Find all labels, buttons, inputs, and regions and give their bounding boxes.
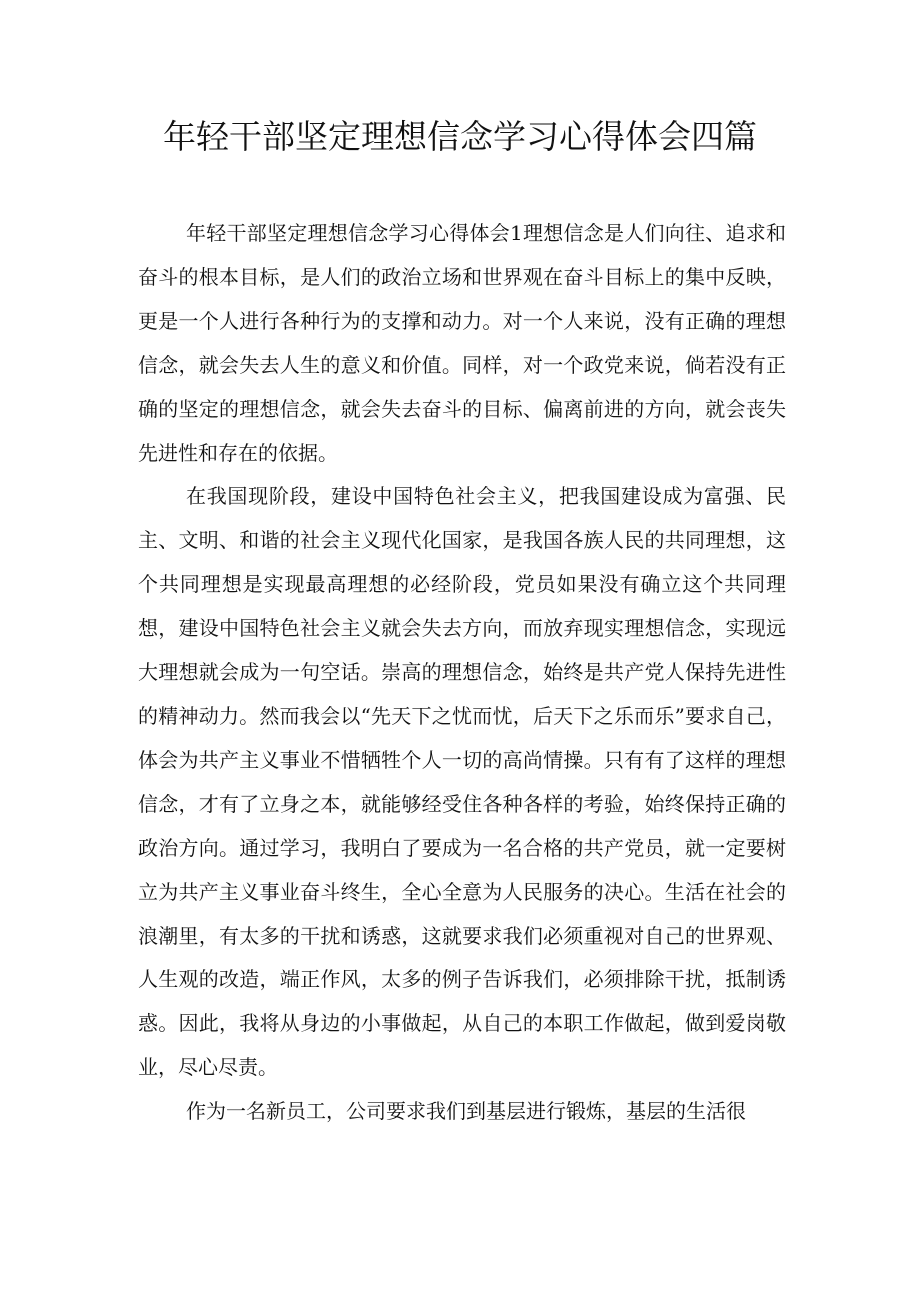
paragraph-3: 作为一名新员工，公司要求我们到基层进行锻炼，基层的生活很 [186,1099,746,1124]
document-title: 年轻干部坚定理想信念学习心得体会四篇 [163,117,757,156]
paragraph-2: 在我国现阶段，建设中国特色社会主义，把我国建设成为富强、民主、文明、和谐的社会主义现代化国家，是我国各族人民的共同理想，这个共同理想是实现最高理想的必经阶段，党员如果没有确立这个共同理想，建设中国特色社会主义就会失去方向，而放弃现实理想信念，实现远大理想就会成为一句空话。崇高的理想信念，始终是共产党人保持先进性的精神动力。然而我会以“先天下之忧而忧，后天下之乐而乐”要求自己，体会为共产主义事业不惜牺牲个人一切的高尚情操。只有有了这样的理想信念，才有了立身之本，就能够经受住各种各样的考验，始终保持正确的政治方向。通过学习，我明白了要成为一名合格的共产党员，就一定要树立为共产主义事业奋斗终生，全心全意为人民服务的决心。生活在社会的浪潮里，有太多的干扰和诱惑，这就要求我们必须重视对自己的世界观、人生观的改造，端正作风，太多的例子告诉我们，必须排除干扰，抵制诱惑。因此，我将从身边的小事做起，从自己的本职工作做起，做到爱岗敬业，尽心尽责。 [138,484,786,1080]
document-body [138,212,786,1134]
paragraph-1: 年轻干部坚定理想信念学习心得体会1理想信念是人们向往、追求和奋斗的根本目标，是人们的政治立场和世界观在奋斗目标上的集中反映，更是一个人进行各种行为的支撑和动力。对一个人来说，没有正确的理想信念，就会失去人生的意义和价值。同样，对一个政党来说，倘若没有正确的坚定的理想信念，就会失去奋斗的目标、偏离前进的方向，就会丧失先进性和存在的依据。 [138,221,786,465]
